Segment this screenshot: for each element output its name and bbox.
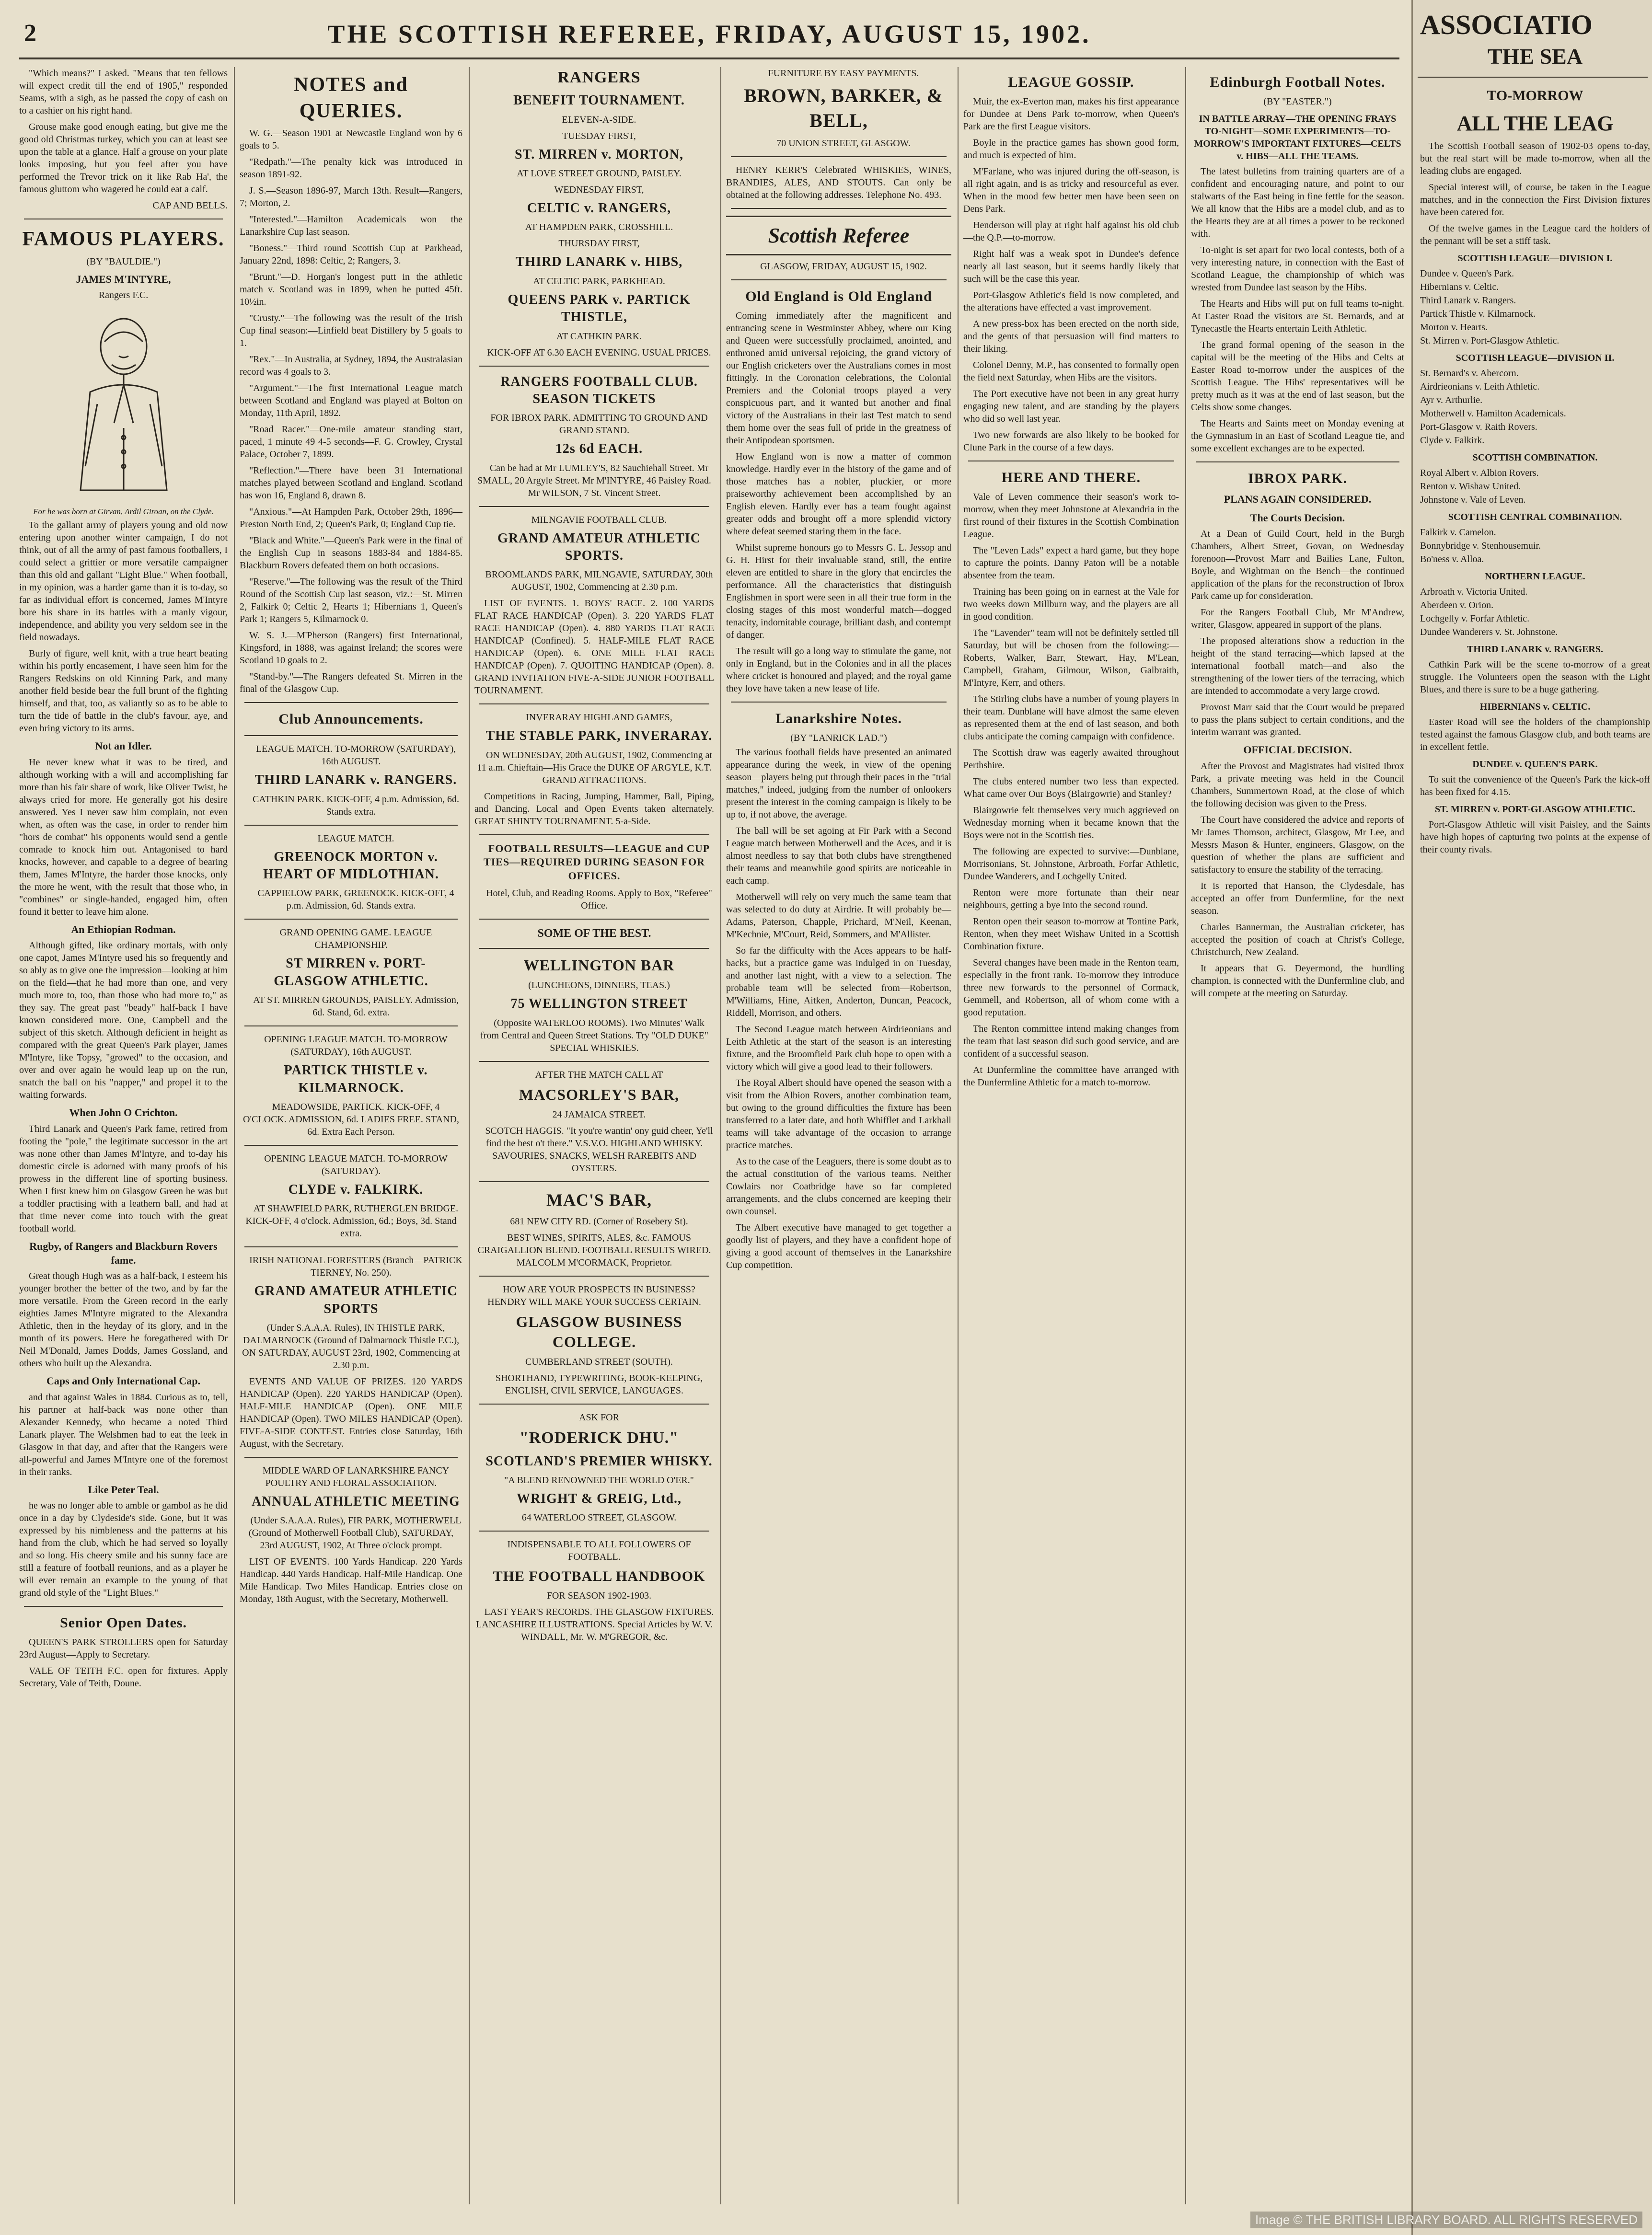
ad-footer: KICK-OFF AT 6.30 EACH EVENING. USUAL PRICES. xyxy=(487,347,711,358)
query-answer: "Brunt."—D. Horgan's longest putt in the athletic match v. Scotland was in 1899, when he putted 45ft. 10½in. xyxy=(240,272,462,308)
article-paragraph: To the gallant army of players young and old now entering upon another winter campaign, I do not think, out of all the army of past famous footballers, I could select a grittier or more versatile campaigner than this old and gallant "Light Blue." When football, in my opinion, was a harder game than it is to-day, so far as individual effort is concerned, James M'Intyre bore his share in its battles with a manly vigour, independence, and ability you very seldom see in the field nowadays. xyxy=(19,520,228,643)
column-rule xyxy=(958,67,959,2204)
article-paragraph: The Second League match between Airdrieonians and Leith Athletic at the start of the season is an interesting fixture, and the Broomfield Park club hope to open with a victory which will give a good lead to their followers. xyxy=(726,1024,951,1072)
ad-detail: SHORTHAND, TYPEWRITING, BOOK-KEEPING, ENGLISH, CIVIL SERVICE, LANGUAGES. xyxy=(495,1373,703,1396)
leader-heading: Old England is Old England xyxy=(745,288,932,305)
ad-title: PARTICK THISTLE v. KILMARNOCK. xyxy=(284,1063,428,1095)
fixture-line: Bonnybridge v. Stenhousemuir. xyxy=(1420,541,1541,552)
article-paragraph: The Royal Albert should have opened the season with a visit from the Albion Rovers, another combination team, but owing to the ground difficulties the fixture has been transferred to a later date, and both Whifflet and Larkhall teams will take advantage of the occasion to arrange practice matches. xyxy=(726,1078,951,1151)
open-date-notice: QUEEN'S PARK STROLLERS open for Saturday 23rd August—Apply to Secretary. xyxy=(19,1637,228,1660)
ad-body: Competitions in Racing, Jumping, Hammer, Ball, Piping, and Dancing. Local and Open Events taken alternately. GREAT SHINTY TOURNAMENT. 5-a-Side. xyxy=(474,791,714,827)
ad-subtitle: SCOTLAND'S PREMIER WHISKY. xyxy=(485,1453,713,1469)
ad-kicker: INDISPENSABLE TO ALL FOLLOWERS OF FOOTBALL. xyxy=(507,1539,691,1563)
article-paragraph: Cathkin Park will be the scene to-morrow of a great struggle. The Volunteers open the season with the Light Blues, and there is sure to be a huge gathering. xyxy=(1420,659,1650,695)
page-number: 2 xyxy=(24,20,36,47)
divider xyxy=(479,1061,709,1062)
column-rule xyxy=(720,67,721,2204)
article-paragraph: It is reported that Hanson, the Clydesdale, has accepted an offer from Dunfermline, for the next season. xyxy=(1191,880,1404,916)
copyright-watermark: Image © THE BRITISH LIBRARY BOARD. ALL RIGHTS RESERVED xyxy=(1250,2212,1642,2228)
gossip-paragraph: Vale of Leven commence their season's work to-morrow, when they meet Johnstone at Alexandria in the first round of their fixtures in the Scottish Combination League. xyxy=(963,492,1179,540)
column-3 xyxy=(474,67,714,2204)
leader-paragraph: How England won is now a matter of common knowledge. Hardly ever in the history of the game and of those matches has a nobler, pluckier, or more praiseworthy achievement been accomplished by an English eleven. Hardly ever has a team fought against greater odds and brought off a more splendid victory where defeat seemed staring them in the face. xyxy=(726,451,951,537)
ad-body: HENRY KERR'S Celebrated WHISKIES, WINES, BRANDIES, ALES, AND STOUTS. Can only be obtained at the following addresses. Telephone No. 493. xyxy=(726,165,951,200)
gossip-paragraph: Port-Glasgow Athletic's field is now completed, and the alterations have effected a vast improvement. xyxy=(963,290,1179,313)
fixture-day: TUESDAY FIRST, xyxy=(562,130,636,141)
fixture-line: Airdrieonians v. Leith Athletic. xyxy=(1420,381,1540,392)
article-paragraph: The various football fields have presented an animated appearance during the week, in view of the opening season—players being put through their paces in the "trial matches," indeed, judging from the number of onlookers present the interest in the coming campaign is likely to be up to, if not above, the average. xyxy=(726,747,951,820)
divider xyxy=(244,1457,458,1458)
fixture-heading: SCOTTISH LEAGUE—DIVISION I. xyxy=(1457,253,1613,264)
ad-subtitle: BENEFIT TOURNAMENT. xyxy=(513,93,685,108)
query-answer: "Interested."—Hamilton Academicals won the Lanarkshire Cup last season. xyxy=(240,214,462,238)
ad-title: BROWN, BARKER, & BELL, xyxy=(743,85,944,131)
article-paragraph: The latest bulletins from training quarters are of a confident and encouraging nature, and point to our stalwarts of the East being in fine fettle for the season. We all know that the Hibs are a model club, and as to the Hearts they are at all times a power to be reckoned with. xyxy=(1191,166,1404,239)
ad-maker: WRIGHT & GREIG, Ltd., xyxy=(516,1491,682,1506)
ad-kicker: LEAGUE MATCH. TO-MORROW (SATURDAY), 16th AUGUST. xyxy=(255,744,456,767)
divider xyxy=(731,702,947,703)
ad-detail: SCOTCH HAGGIS. "It you're wantin' ony guid cheer, Ye'll find the best o't there." V.S.V.O. HIGHLAND WHISKY. SAVOURIES, SNACKS, WELSH RAREBITS AND OYSTERS. xyxy=(485,1126,713,1174)
summary: IN BATTLE ARRAY—THE OPENING FRAYS TO-NIGHT—SOME EXPERIMENTS—TO-MORROW'S IMPORTANT FIXTURES—CELTS v. HIBS—ALL THE TEAMS. xyxy=(1194,114,1401,161)
gossip-paragraph: The "Lavender" team will not be definitely settled till Saturday, but will be chosen from the following:—Roberts, Walker, Barr, Stewart, Hay, M'Lean, Campbell, Graham, Gilmour, Wilson, Galbraith, M'Intyre, Kerr, and others. xyxy=(963,628,1179,688)
leader-paragraph: Whilst supreme honours go to Messrs G. L. Jessop and G. H. Hirst for their invaluable stand, still, the entire eleven are entitled to share in the glory that encircles the performance. All the characteristics that distinguish Englishmen in sport were seen in all their true form in the closing stages of this most wonderful match—dogged tenacity, indomitable courage, brilliant dash, and contempt of danger. xyxy=(726,542,951,641)
ad-address: 70 UNION STREET, GLASGOW. xyxy=(776,138,911,149)
ad-address: 64 WATERLOO STREET, GLASGOW. xyxy=(521,1512,677,1523)
column-rule xyxy=(469,67,470,2204)
fixture-line: Motherwell v. Hamilton Academicals. xyxy=(1420,408,1566,419)
subheading: The Courts Decision. xyxy=(1250,511,1345,524)
article-paragraph: and that against Wales in 1884. Curious as to, tell, his partner at half-back was none other than Alexander Kennedy, who became a noted Third Lanark player. The Welshmen had to eat the leek in Glasgow in that day, and after that the Rangers were all-powerful and James M'Intyre one of the foremost in their ranks. xyxy=(19,1392,228,1477)
ad-kicker: GRAND OPENING GAME. LEAGUE CHAMPIONSHIP. xyxy=(279,927,432,951)
ad-detail: (LUNCHEONS, DINNERS, TEAS.) xyxy=(528,980,670,991)
fixture-line: Bo'ness v. Alloa. xyxy=(1420,554,1484,565)
article-paragraph: To suit the convenience of the Queen's Park the kick-off has been fixed for 4.15. xyxy=(1420,774,1650,798)
query-answer: W. G.—Season 1901 at Newcastle England won by 6 goals to 5. xyxy=(240,128,462,151)
divider xyxy=(479,948,709,949)
article-paragraph: So far the difficulty with the Aces appears to be half-backs, but a practice game was indulged in on Tuesday, and another last night, with a view to a selection. The probable team will be selected from—Robertson, M'Williams, Hine, Aitken, Anderton, Duncan, Peacock, Riddell, Morrison, and others. xyxy=(726,945,951,1019)
article-paragraph: At a Dean of Guild Court, held in the Burgh Chambers, Albert Street, Govan, on Wednesday forenoon—Provost Marr and Bailies Lane, Fulton, Boyle, and Wightman on the Bench—the continued application of the plans for the reconstruction of Ibrox Park came up for consideration. xyxy=(1191,529,1404,602)
ad-title: ST MIRREN v. PORT-GLASGOW ATHLETIC. xyxy=(274,956,428,989)
article-paragraph: Port-Glasgow Athletic will visit Paisley, and the Saints have high hopes of capturing two points at the expense of their county rivals. xyxy=(1420,819,1650,855)
article-paragraph: Special interest will, of course, be taken in the League matches, and in the connection the First Division fixtures have been catered for. xyxy=(1420,182,1650,218)
ad-title: MAC'S BAR, xyxy=(546,1190,652,1210)
gossip-paragraph: The following are expected to survive:—Dunblane, Morrisonians, St. Johnstone, Arbroath, Forfar Athletic, Dundee Wanderers, and Lochgelly United. xyxy=(963,846,1179,882)
dateline: GLASGOW, FRIDAY, AUGUST 15, 1902. xyxy=(760,261,927,272)
column-4 xyxy=(726,67,951,2204)
gossip-paragraph: Right half was a weak spot in Dundee's defence nearly all last season, but it seems hardly likely that such will be the case this year. xyxy=(963,249,1179,284)
gossip-paragraph: Training has been going on in earnest at the Vale for two weeks down Millburn way, and the players are all in good condition. xyxy=(963,587,1179,622)
fixture-line: Johnstone v. Vale of Leven. xyxy=(1420,495,1526,506)
ad-address: CUMBERLAND STREET (SOUTH). xyxy=(525,1357,673,1368)
byline: (BY "EASTER.") xyxy=(1263,96,1332,107)
divider xyxy=(479,703,709,704)
section-heading: Edinburgh Football Notes. xyxy=(1210,74,1386,90)
gossip-paragraph: The Scottish draw was eagerly awaited throughout Perthshire. xyxy=(963,748,1179,771)
ad-detail: CAPPIELOW PARK, GREENOCK. KICK-OFF, 4 p.m. Admission, 6d. Stands extra. xyxy=(257,888,454,911)
fixture-line: St. Bernard's v. Abercorn. xyxy=(1420,368,1519,379)
fixture-teams: THIRD LANARK v. HIBS, xyxy=(515,254,683,270)
fixture-venue: AT LOVE STREET GROUND, PAISLEY. xyxy=(517,168,682,179)
query-answer: "Anxious."—At Hampden Park, October 29th, 1896—Preston North End, 2; Queen's Park, 0; England Cup tie. xyxy=(240,507,462,530)
ad-detail: FOR IBROX PARK. ADMITTING TO GROUND AND GRAND STAND. xyxy=(490,413,708,436)
query-answer: "Argument."—The first International League match between Scotland and England was played at Bolton on Monday, 11th April, 1892. xyxy=(240,383,462,419)
facing-page-title: ASSOCIATIO xyxy=(1420,9,1593,40)
signature: CAP AND BELLS. xyxy=(152,200,228,211)
ad-kicker: MILNGAVIE FOOTBALL CLUB. xyxy=(531,514,667,525)
gossip-paragraph: Renton were more fortunate than their near neighbours, getting a bye into the second round. xyxy=(963,887,1179,910)
divider xyxy=(244,735,458,736)
ad-detail: Hotel, Club, and Reading Rooms. Apply to Box, "Referee" Office. xyxy=(486,887,712,911)
gossip-paragraph: Renton open their season to-morrow at Tontine Park, Renton, when they meet Wishaw United in a Scottish Combination fixture. xyxy=(963,916,1179,952)
article-paragraph: Although gifted, like ordinary mortals, with only one capot, James M'Intyre used his so frequently and so ably as to give one the impression—looking at him on the field—that he had more than one, and very much more to, too, than those who had more to," as they say. The great past "beady" half-back I have known considered more. One, Campbell and the subject of this sketch. Although deficient in height as compared with the great Queen's Park player, James M'Intyre, like Topsy, "growed" to the occasion, and over and over again he would leap up on the run, snatch the ball on his "napper," and propel it to the waiting forwards. xyxy=(19,940,228,1101)
section-heading: SOME OF THE BEST. xyxy=(537,927,651,940)
ad-kicker: AFTER THE MATCH CALL AT xyxy=(535,1069,663,1080)
divider xyxy=(479,506,709,507)
article-paragraph: Easter Road will see the holders of the championship tested against the famous Glasgow club, and both teams are in excellent fettle. xyxy=(1420,717,1650,753)
fixture-venue: AT CELTIC PARK, PARKHEAD. xyxy=(533,276,665,287)
facing-page-subtitle: THE SEA xyxy=(1487,44,1583,69)
article-paragraph: Third Lanark and Queen's Park fame, retired from footing the "pole," the legitimate successor in the art was none other than James M'Intyre, and to-day his domestic circle is adorned with many proofs of his prowess in the different line of sporting business. When I first knew him on Glasgow Green he was but a toddler practising with a leathern ball, and had at that time never come into touch with the great football world. xyxy=(19,1124,228,1234)
section-heading: IBROX PARK. xyxy=(1248,471,1348,486)
ad-title: THIRD LANARK v. RANGERS. xyxy=(254,772,457,788)
match-heading: THIRD LANARK v. RANGERS. xyxy=(1467,644,1603,655)
ad-title: MACSORLEY'S BAR, xyxy=(519,1085,680,1103)
article-paragraph: The Scottish Football season of 1902-03 opens to-day, but the real start will be made to-morrow, when all the leading clubs are engaged. xyxy=(1420,141,1650,177)
fixture-venue: AT HAMPDEN PARK, CROSSHILL. xyxy=(525,222,673,233)
query-answer: "Boness."—Third round Scottish Cup at Parkhead, January 22nd, 1898: Celtic, 2; Rangers, 3. xyxy=(240,243,462,266)
facing-page-header xyxy=(1420,6,1650,72)
article-paragraph: To-night is set apart for two local contests, both of a very interesting nature, in connection with the East of Scotland League, the championship of which was wrested from Dundee last season by the Hibs. xyxy=(1191,245,1404,293)
ad-title: THE STABLE PARK, INVERARAY. xyxy=(485,728,713,744)
ad-body: LIST OF EVENTS. 100 Yards Handicap. 220 Yards Handicap. 440 Yards Handicap. Half-Mile Handicap. One Mile Handicap. Two Miles Handicap. Entries close on Monday, 18th August, with the Secretary, Motherwell. xyxy=(240,1556,462,1605)
ad-detail: BROOMLANDS PARK, MILNGAVIE, SATURDAY, 30th AUGUST, 1902, Commencing at 2.30 p.m. xyxy=(485,569,713,593)
divider xyxy=(479,834,709,835)
ad-kicker: OPENING LEAGUE MATCH. TO-MORROW (SATURDAY). xyxy=(264,1153,448,1176)
ad-kicker: MIDDLE WARD OF LANARKSHIRE FANCY POULTRY AND FLORAL ASSOCIATION. xyxy=(262,1465,450,1489)
column-2 xyxy=(240,67,462,2204)
article-paragraph: Motherwell will rely on very much the same team that was selected to do duty at Airdrie. It will probably be—Adams, Paterson, Chapple, Prichard, M'Neil, Keenan, M'Kechnie, M'Court, Reid, Sommers, and M'Allister. xyxy=(726,892,951,940)
fixture-teams: CELTIC v. RANGERS, xyxy=(527,200,671,216)
query-answer: "Road Racer."—One-mile amateur standing start, paced, 1 minute 49 4-5 seconds—F. G. Crowley, Crystal Palace, October 7, 1899. xyxy=(240,424,462,460)
subheading: Caps and Only International Cap. xyxy=(46,1375,200,1387)
column-6 xyxy=(1191,67,1404,2204)
section-heading: Lanarkshire Notes. xyxy=(775,711,902,727)
query-answer: J. S.—Season 1896-97, March 13th. Result—Rangers, 7; Morton, 2. xyxy=(240,185,462,209)
divider xyxy=(244,1246,458,1247)
gossip-paragraph: A new press-box has been erected on the north side, and the gents of that persuasion will find matters to their liking. xyxy=(963,319,1179,354)
fixture-line: St. Mirren v. Port-Glasgow Athletic. xyxy=(1420,335,1560,346)
ad-slogan: "A BLEND RENOWNED THE WORLD O'ER." xyxy=(504,1475,694,1486)
ad-kicker: HOW ARE YOUR PROSPECTS IN BUSINESS? HENDRY WILL MAKE YOUR SUCCESS CERTAIN. xyxy=(487,1284,701,1308)
match-heading: DUNDEE v. QUEEN'S PARK. xyxy=(1472,759,1598,770)
article-paragraph: The ball will be set agoing at Fir Park with a Second League match between Motherwell and the Aces, and it is almost needless to say that both clubs have strengthened their teams and meanwhile good spirits are noticeable in each camp. xyxy=(726,826,951,887)
fixture-heading: SCOTTISH COMBINATION. xyxy=(1472,452,1598,463)
ad-detail: (Under S.A.A.A. Rules), IN THISTLE PARK, DALMARNOCK (Ground of Dalmarnock Thistle F.C.), ON SATURDAY, AUGUST 23rd, 1902, Commencing at 2.30 p.m. xyxy=(242,1323,460,1371)
divider xyxy=(24,1606,223,1607)
query-answer: W. S. J.—M'Pherson (Rangers) first International, Kingsford, in 1888, was against Ireland; the scores were Scotland 10 goals to 2. xyxy=(240,630,462,666)
section-heading: Senior Open Dates. xyxy=(60,1615,187,1631)
fixture-heading: NORTHERN LEAGUE. xyxy=(1485,571,1585,582)
fixture-line: Port-Glasgow v. Raith Rovers. xyxy=(1420,422,1537,433)
subheading: Rugby, of Rangers and Blackburn Rovers fame. xyxy=(29,1240,218,1266)
intro-paragraph: "Which means?" I asked. "Means that ten fellows will expect credit till the end of 1905," responded Seams, with a sigh, as he passed the copy of cash on to a cashier on his right hand. xyxy=(19,68,228,116)
article-paragraph: The Albert executive have managed to get together a goodly list of players, and they have a confident hope of giving a good account of themselves in the Lanarkshire Cup competition. xyxy=(726,1222,951,1271)
ad-detail: LAST YEAR'S RECORDS. THE GLASGOW FIXTURES. LANCASHIRE ILLUSTRATIONS. Special Articles by W. V. WINDALL, Mr. W. M'GREGOR, &c. xyxy=(475,1607,714,1643)
ad-detail: BEST WINES, SPIRITS, ALES, &c. FAMOUS CRAIGALLION BLEND. FOOTBALL RESULTS WIRED. MALCOLM M'CORMACK, Proprietor. xyxy=(477,1233,711,1268)
gossip-paragraph: The Stirling clubs have a number of young players in their team. Dunblane will have almost the same eleven as represented them at the end of last season, and both clubs anticipate the coming campaign with confidence. xyxy=(963,694,1179,742)
query-answer: "Rex."—In Australia, at Sydney, 1894, the Australasian record was 4 goals to 3. xyxy=(240,354,462,378)
leader-paragraph: The result will go a long way to stimulate the game, not only in England, but in the Colonies and in all the places where cricket is honoured and played; and the royal game they love have taken a new lease of life. xyxy=(726,646,951,694)
divider xyxy=(479,1404,709,1405)
divider xyxy=(244,825,458,826)
ad-detail: ON WEDNESDAY, 20th AUGUST, 1902, Commencing at 11 a.m. Chieftain—His Grace the DUKE OF ARGYLE, K.T. GRAND ATTRACTIONS. xyxy=(477,749,713,785)
ad-detail: AT SHAWFIELD PARK, RUTHERGLEN BRIDGE. KICK-OFF, 4 o'clock. Admission, 6d.; Boys, 3d. Stand extra. xyxy=(245,1203,459,1239)
ad-address: 681 NEW CITY RD. (Corner of Rosebery St). xyxy=(510,1216,688,1227)
ad-body: EVENTS AND VALUE OF PRIZES. 120 YARDS HANDICAP (Open). 220 YARDS HANDICAP (Open). HALF-MILE HANDICAP (Open). ONE MILE HANDICAP (Open). TWO MILES HANDICAP (Open). FIVE-A-SIDE CONTEST. Entries close Saturday, 16th August, with the Secretary. xyxy=(240,1376,462,1450)
fixture-heading: SCOTTISH LEAGUE—DIVISION II. xyxy=(1456,353,1615,364)
gossip-paragraph: At Dunfermline the committee have arranged with the Dunfermline Athletic for a match to-morrow. xyxy=(963,1065,1179,1088)
fixture-line: Dundee v. Queen's Park. xyxy=(1420,268,1514,279)
divider xyxy=(1196,461,1399,462)
gossip-paragraph: Henderson will play at right half against his old club—the Q.P.—to-morrow. xyxy=(963,220,1179,243)
ad-price: 12s 6d EACH. xyxy=(555,441,643,457)
facing-page-headline: ALL THE LEAG xyxy=(1456,112,1614,135)
article-paragraph: Charles Bannerman, the Australian cricketer, has accepted the position of coach at Christ's College, Christchurch, New Zealand. xyxy=(1191,922,1404,957)
divider xyxy=(244,919,458,920)
divider xyxy=(479,1276,709,1277)
article-paragraph: After the Provost and Magistrates had visited Ibrox Park, a private meeting was held in the Council Chambers, Summertown Road, at the close of which the following decision was given to the Press. xyxy=(1191,760,1404,809)
gossip-paragraph: The clubs entered number two less than expected. What came over Our Boys (Blairgowrie) and Stanley? xyxy=(963,776,1179,799)
article-paragraph: It appears that G. Deyermond, the hurdling champion, is connected with the Dunfermline club, and will compete at the meeting on Saturday. xyxy=(1191,963,1404,999)
ad-detail: (Under S.A.A.A. Rules), FIR PARK, MOTHERWELL (Ground of Motherwell Football Club), SATURDAY, 23rd AUGUST, 1902, At Three o'clock prompt. xyxy=(248,1515,462,1551)
masthead-title: THE SCOTTISH REFEREE, FRIDAY, AUGUST 15, 1902. xyxy=(327,20,1091,48)
ad-detail: MEADOWSIDE, PARTICK. KICK-OFF, 4 O'CLOCK. ADMISSION, 6d. LADIES FREE. STAND, 6d. Extra Each Person. xyxy=(243,1101,459,1137)
ad-title: RANGERS xyxy=(557,69,641,86)
fixture-line: Partick Thistle v. Kilmarnock. xyxy=(1420,309,1536,320)
leader-paragraph: Coming immediately after the magnificent and entrancing scene in Westminster Abbey, where our King and Queen were successfully proclaimed, anointed, and enthroned amid universal rejoicing, the grand victory of our English cricketers over the Australians comes in most fittingly. In the Coronation celebrations, the Colonial Premiers and the Colonial troops played a very conspicuous part, and it wanted but another and final victory of the Australians in their last Test match to send them home over the seas full of pride in the greatness of their Antipodean sportsmen. xyxy=(726,311,951,446)
divider xyxy=(731,208,947,209)
gossip-paragraph: Two new forwards are also likely to be booked for Clune Park in the course of a few days. xyxy=(963,430,1179,453)
subheading: Like Peter Teal. xyxy=(88,1483,159,1496)
gossip-paragraph: Colonel Denny, M.P., has consented to formally open the field next Saturday, when Hibs are the visitors. xyxy=(963,360,1179,383)
ad-detail: AT ST. MIRREN GROUNDS, PAISLEY. Admission, 6d. Stand, 6d. extra. xyxy=(253,995,459,1018)
ad-kicker: INVERARAY HIGHLAND GAMES, xyxy=(526,712,672,723)
ad-title: ANNUAL ATHLETIC MEETING xyxy=(252,1494,460,1509)
open-date-notice: VALE OF TEITH F.C. open for fixtures. Apply Secretary, Vale of Teith, Doune. xyxy=(19,1666,228,1689)
section-heading: LEAGUE GOSSIP. xyxy=(1008,74,1134,90)
ad-kicker: FURNITURE BY EASY PAYMENTS. xyxy=(768,68,919,79)
fixture-line: Lochgelly v. Forfar Athletic. xyxy=(1420,613,1530,624)
query-answer: "Stand-by."—The Rangers defeated St. Mirren in the final of the Glasgow Cup. xyxy=(240,671,462,695)
ad-title: GLASGOW BUSINESS COLLEGE. xyxy=(516,1313,682,1350)
match-heading: ST. MIRREN v. PORT-GLASGOW ATHLETIC. xyxy=(1434,804,1636,815)
fixture-line: Dundee Wanderers v. St. Johnstone. xyxy=(1420,627,1558,638)
gossip-paragraph: The Port executive have not been in any great hurry engaging new talent, and are standing by the players who did so well last year. xyxy=(963,389,1179,424)
section-heading: HERE AND THERE. xyxy=(1001,470,1141,485)
player-club: Rangers F.C. xyxy=(98,290,149,301)
fixture-teams: QUEENS PARK v. PARTICK THISTLE, xyxy=(508,292,691,325)
article-paragraph: Of the twelve games in the League card the holders of the pennant will be set a stiff task. xyxy=(1420,223,1650,247)
byline: (BY "LANRICK LAD.") xyxy=(790,733,887,744)
facing-page-column xyxy=(1420,81,1650,860)
fixture-teams: ST. MIRREN v. MORTON, xyxy=(515,147,683,162)
ad-title: FOOTBALL RESULTS—LEAGUE and CUP TIES—REQUIRED DURING SEASON FOR OFFICES. xyxy=(484,842,710,882)
query-answer: "Black and White."—Queen's Park were in the final of the English Cup in seasons 1883-84 and 1884-85. Blackburn Rovers defeated them on both occasions. xyxy=(240,535,462,571)
fixture-line: Clyde v. Falkirk. xyxy=(1420,435,1485,446)
player-name: JAMES M'INTYRE, xyxy=(76,273,171,285)
player-portrait xyxy=(52,308,196,500)
subheading: Not an Idler. xyxy=(95,740,152,752)
divider xyxy=(244,1145,458,1146)
gossip-paragraph: Muir, the ex-Everton man, makes his first appearance for Dundee at Dens Park to-morrow, when Queen's Park are the first League visitors. xyxy=(963,96,1179,132)
page-rule xyxy=(1418,77,1648,78)
column-rule xyxy=(234,67,235,2204)
ad-detail: Can be had at Mr LUMLEY'S, 82 Sauchiehall Street. Mr SMALL, 20 Argyle Street. Mr M'INTYRE, 46 Paisley Road. Mr WILSON, 7 St. Vincent Street. xyxy=(477,462,711,498)
ad-kicker: IRISH NATIONAL FORESTERS (Branch—PATRICK TIERNEY, No. 250). xyxy=(249,1255,462,1279)
divider xyxy=(244,702,458,703)
divider xyxy=(479,919,709,920)
subheading: When John O Crichton. xyxy=(69,1106,178,1119)
article-paragraph: The proposed alterations show a reduction in the height of the stand terracing—which lapsed at the international football match—and also the strengthening of the lower tiers of the terracing, which are intended to accommodate a very large crowd. xyxy=(1191,636,1404,697)
newspaper-logo: Scottish Referee xyxy=(726,216,951,255)
column-5 xyxy=(963,67,1179,2204)
ad-kicker: ASK FOR xyxy=(579,1412,619,1423)
byline: (BY "BAULDIE.") xyxy=(86,256,161,267)
article-paragraph: He never knew what it was to be tired, and although working with a will and accomplishing far more than his fair share of work, like Oliver Twist, he always cried for more. He generally got his desire answered. Yes I never saw him complain, not even when, as often was the case, in order to render him "hors de combat" his opponents would send a gentle comrade to knock him out. Antagonised to hard knocks, however, and capable to a degree of bearing them, James M'Intyre, the harder those knocks, only the more he went, with the result that those who, in "combines" or single-handed, engaged him, often found it better to leave him alone. xyxy=(19,757,228,917)
query-answer: "Crusty."—The following was the result of the Irish Cup final season:—Linfield beat Distillery by 5 goals to 1. xyxy=(240,313,462,349)
article-paragraph: The Hearts and Hibs will put on full teams to-night. At Easter Road the visitors are St. Bernards, and at Tynecastle the Hearts entertain Leith Athletic. xyxy=(1191,299,1404,334)
ad-title: GREENOCK MORTON v. HEART OF MIDLOTHIAN. xyxy=(263,849,439,882)
ad-subtitle: FOR SEASON 1902-1903. xyxy=(546,1590,652,1601)
fixture-line: Third Lanark v. Rangers. xyxy=(1420,295,1516,306)
ad-address: 24 JAMAICA STREET. xyxy=(552,1109,646,1120)
fixture-venue: AT CATHKIN PARK. xyxy=(556,331,642,342)
subheading: OFFICIAL DECISION. xyxy=(1243,744,1352,756)
fixture-line: Falkirk v. Camelon. xyxy=(1420,527,1496,538)
ad-kicker: OPENING LEAGUE MATCH. TO-MORROW (SATURDAY), 16th AUGUST. xyxy=(264,1034,448,1058)
fixture-day: THURSDAY FIRST, xyxy=(558,238,640,249)
intro-paragraph: Grouse make good enough eating, but give me the good old Christmas turkey, which you can at least see upon the table at a glance. Half a grouse on your plate looks imposing, but you feel after you have performed the Trevor trick on it like Rab Ha', the famous gluttom who wagered he could eat a calf. xyxy=(19,122,228,195)
ad-detail: ELEVEN-A-SIDE. xyxy=(562,114,636,125)
facing-page xyxy=(1411,0,1652,2235)
article-heading: FAMOUS PLAYERS. xyxy=(22,228,225,250)
query-answer: "Reflection."—There have been 31 International matches played between Scotland and England. Scotland has won 16, England 8, drawn 8. xyxy=(240,465,462,501)
article-paragraph: Great though Hugh was as a half-back, I esteem his younger brother the better of the two, and by far the more versatile. From the Green record in the early eighties James M'Intyre migrated to the Alexandra Athletic, then in the heyday of its glory, and in the month of its powers. Here he foregathered with Dr Neil M'Donald, James Dodds, James Gossland, and others who built up the Alexandra. xyxy=(19,1271,228,1369)
fixture-heading: SCOTTISH CENTRAL COMBINATION. xyxy=(1448,512,1622,523)
gossip-paragraph: Several changes have been made in the Renton team, especially in the front rank. To-morrow they introduce three new forwards to the personnel of Cormack, Gemmell, and Robertson, all of whom come with a good reputation. xyxy=(963,957,1179,1018)
ad-address: 75 WELLINGTON STREET xyxy=(510,996,688,1012)
ad-title: RANGERS FOOTBALL CLUB. SEASON TICKETS xyxy=(500,374,698,406)
masthead xyxy=(19,19,1399,59)
article-paragraph: The Hearts and Saints meet on Monday evening at the Gymnasium in an East of Scotland League tie, and some excellent exchanges are to be expected. xyxy=(1191,418,1404,454)
column-rule xyxy=(1185,67,1186,2204)
divider xyxy=(244,1025,458,1026)
subheading: PLANS AGAIN CONSIDERED. xyxy=(1224,493,1372,505)
gossip-paragraph: M'Farlane, who was injured during the off-season, is all right again, and is as tricky and resourceful as ever. When in the mood few better men have been seen on Dens Park. xyxy=(963,166,1179,214)
article-paragraph: Burly of figure, well knit, with a true heart beating within his portly encasement, I have seen him for the Rangers Redskins on old Kinning Park, and many another field beside bear the full brunt of the fighting himself, and that, too, as valiantly so as to be able to turn the tide of battle in the club's favour, aye, and even bring victory to its arms. xyxy=(19,648,228,734)
facing-page-kicker: TO-MORROW xyxy=(1487,88,1583,104)
subheading: An Ethiopian Rodman. xyxy=(71,923,176,935)
fixture-line: Arbroath v. Victoria United. xyxy=(1420,587,1528,598)
ad-body: LIST OF EVENTS. 1. BOYS' RACE. 2. 100 YARDS FLAT RACE HANDICAP (Open). 3. 220 YARDS FLAT RACE HANDICAP (Open). 4. 880 YARDS FLAT RACE HANDICAP (Confined). 5. HALF-MILE FLAT RACE HANDICAP (Open). 6. ONE MILE FLAT RACE HANDICAP (Open). 7. QUOITING HANDICAP (Open). 8. GRAND INVITATION FIVE-A-SIDE JUNIOR FOOTBALL TOURNAMENT. xyxy=(474,598,714,696)
query-answer: "Reserve."—The following was the result of the Third Round of the Scottish Cup last season, viz.:—St. Mirren 2, Falkirk 0; Celtic 2, Hearts 1; Hibernians 1, Queen's Park 1; Rangers 5, Kilmarnock 0. xyxy=(240,576,462,625)
column-1 xyxy=(19,67,228,2204)
ad-title: GRAND AMATEUR ATHLETIC SPORTS xyxy=(254,1284,458,1316)
ad-title: GRAND AMATEUR ATHLETIC SPORTS. xyxy=(497,530,701,564)
fixture-line: Morton v. Hearts. xyxy=(1420,322,1488,333)
fixture-line: Royal Albert v. Albion Rovers. xyxy=(1420,468,1539,479)
query-answer: "Redpath."—The penalty kick was introduced in season 1891-92. xyxy=(240,157,462,180)
fixture-line: Hibernians v. Celtic. xyxy=(1420,282,1499,293)
gossip-paragraph: Blairgowrie felt themselves very much aggrieved on Wednesday morning when it became known that the Boys were not in the Scottish ties. xyxy=(963,805,1179,841)
ad-title: THE FOOTBALL HANDBOOK xyxy=(493,1568,705,1585)
ad-title: CLYDE v. FALKIRK. xyxy=(288,1182,424,1197)
match-heading: HIBERNIANS v. CELTIC. xyxy=(1479,702,1591,713)
ad-detail: CATHKIN PARK. KICK-OFF, 4 p.m. Admission, 6d. Stands extra. xyxy=(252,794,460,817)
fixture-line: Aberdeen v. Orion. xyxy=(1420,600,1494,611)
section-heading: NOTES and QUERIES. xyxy=(294,74,408,122)
divider xyxy=(731,156,947,157)
portrait-caption: For he was born at Girvan, Ardil Giroan, on the Clyde. xyxy=(33,507,214,517)
fixture-line: Ayr v. Arthurlie. xyxy=(1420,395,1483,406)
article-paragraph: As to the case of the Leaguers, there is some doubt as to the actual constitution of the various teams. Neither Cowlairs nor Coatbridge have so far completed arrangements, and the clubs concerned are keeping their own counsel. xyxy=(726,1156,951,1217)
article-paragraph: Provost Marr said that the Court would be prepared to pass the plans subject to certain conditions, and the interim warrant was granted. xyxy=(1191,702,1404,738)
gossip-paragraph: The Renton committee intend making changes from the team that last season did such good service, and are confident of a successful season. xyxy=(963,1024,1179,1059)
divider xyxy=(479,366,709,367)
article-paragraph: he was no longer able to amble or gambol as he did once in a day by Clydeside's side. Gone, but it was expressed by his nimbleness and the patterns at his hand from the club, which he had served so loyally and so long. His cheery smile and his sunny face are still a feature of football reunions, and as a player he will ever remain an example to the young of that grand old style of the "Light Blues." xyxy=(19,1500,228,1599)
gossip-paragraph: The "Leven Lads" expect a hard game, but they hope to capture the points. Danny Paton will be a notable absentee from the team. xyxy=(963,545,1179,581)
ad-title: "RODERICK DHU." xyxy=(519,1429,679,1447)
ad-detail: (Opposite WATERLOO ROOMS). Two Minutes' Walk from Central and Queen Street Stations. Try "OLD DUKE" SPECIAL WHISKIES. xyxy=(480,1017,708,1053)
article-paragraph: The grand formal opening of the season in the capital will be the meeting of the Hibs and Celts at Easter Road to-morrow under the auspices of the Scottish League. The Hibs' representatives will be pretty much as it was at the end of last season, but the Celts show some changes. xyxy=(1191,340,1404,413)
divider xyxy=(479,1531,709,1532)
ad-title: WELLINGTON BAR xyxy=(523,956,675,974)
divider xyxy=(479,1181,709,1182)
ad-kicker: LEAGUE MATCH. xyxy=(317,833,394,844)
fixture-line: Renton v. Wishaw United. xyxy=(1420,481,1521,492)
article-paragraph: For the Rangers Football Club, Mr M'Andrew, writer, Glasgow, appeared in support of the plans. xyxy=(1191,607,1404,631)
divider xyxy=(731,279,947,280)
section-heading: Club Announcements. xyxy=(278,711,424,727)
article-paragraph: The Court have considered the advice and reports of Mr James Thomson, architect, Glasgow, Mr Lee, and Messrs Mason & Hunter, engineers, Glasgow, on the question of whether the plans are sufficient and satisfactory to ensure the stability of the terracing. xyxy=(1191,814,1404,875)
fixture-day: WEDNESDAY FIRST, xyxy=(554,184,644,195)
gossip-paragraph: Boyle in the practice games has shown good form, and much is expected of him. xyxy=(963,138,1179,161)
